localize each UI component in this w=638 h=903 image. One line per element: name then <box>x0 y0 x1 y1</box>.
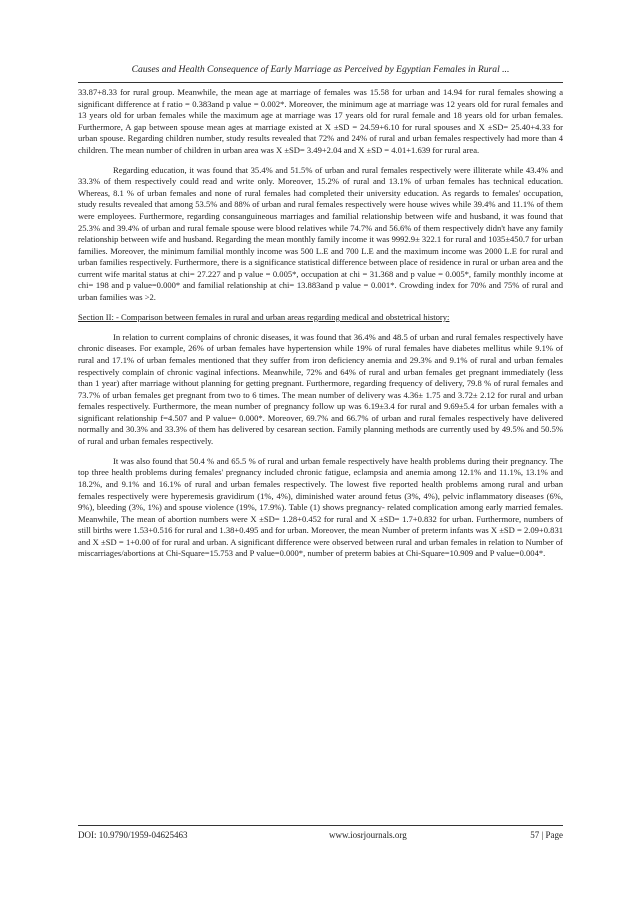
paragraph-pregnancy-problems: It was also found that 50.4 % and 65.5 % of rural and urban female respectively have health problems during their pregnancy. The top three health problems during females' pregnancy included chronic fatigue, eclampsia and anemia among 12.1% and 11.1%, 13.1% and 18.2%, and 9.1% and 16.1% of rural and urban females respectively. The lowest five reported health problems among rural and urban females respectively were hyperemesis gravidirum (1%, 4%), diminished water around fetus (3%, 4%), pelvic inflammatory diseases (6%, 9%), bleeding (3%, 1%) and spouse violence (19%, 17.9%). Table (1) shows pregnancy- related complication among early married females. Meanwhile, The mean of abortion numbers were X ±SD= 1.28+0.452 for rural and X ±SD= 1.7+0.832 for urban. Furthermore, numbers of still births were 1.53+0.516 for rural and 1.38+0.495 and for urban. Moreover, the mean Number of preterm infants was X ±SD = 2.09+0.831 and X ±SD = 1+0.00 of for rural and urban. A significant difference were observed between rural and urban females in relation to Number of miscarriages/abortions at Chi-Square=15.753 and P value=0.000*, number of preterm babies at Chi-Square=10.909 and P value=0.004*. <box>78 455 563 559</box>
section-heading: Section II: - Comparison between females in rural and urban areas regarding medical and obstetrical history: <box>78 311 450 322</box>
footer-page-number: 57 | Page <box>530 830 563 840</box>
running-header: Causes and Health Consequence of Early Marriage as Perceived by Egyptian Females in Rural ... <box>131 64 510 75</box>
article-body <box>78 87 563 568</box>
footer-website: www.iosrjournals.org <box>329 830 407 840</box>
paragraph-demographics: 33.87+8.33 for rural group. Meanwhile, the mean age at marriage of females was 15.58 for urban and 14.94 for rural females showing a significant difference at f ratio = 0.383and p value = 0.002*. Moreover, the minimum age at marriage was 12 years old for rural females and 13 years old for urban females while the maximum age at marriage was 17 years old for rural female and 18 years old for urban females. Furthermore, A gap between spouse mean ages at marriage existed at X ±SD = 24.59+6.10 for rural spouses and X ±SD= 25.40+4.33 for urban spouse. Regarding children number, study results revealed that 72% and 24% of rural and urban females respectively had more than 4 children. The mean number of children in urban area was X ±SD= 3.49+2.04 and X ±SD = 4.01+1.639 for rural area. <box>78 87 563 155</box>
paragraph-education: Regarding education, it was found that 35.4% and 51.5% of urban and rural females respectively were illiterate while 43.4% and 33.3% of them respectively could read and write only. Moreover, 15.2% of rural and 13.1% of urban females has technical education. Whereas, 8.1 % of urban females and none of rural females had completed their university education. As regards to females' occupation, study results revealed that among 53.5% and 88% of urban and rural females respectively were house wives while 39.4% and 11.1% of them were employees. Furthermore, regarding consanguineous marriages and familial relationship between wife and husband, it was found that 25.3% and 39.4% of urban and rural female spouse were blood relatives while 74.7% and 56.6% of them respectively didn't have any family relationship between wife and husband. Regarding the mean monthly family income it was 9992.9± 322.1 for rural and 1035±450.7 for urban families. Moreover, the minimum familial monthly income was 500 L.E and 700 L.E and the maximum income was 2000 L.E for rural and urban families respectively. Furthermore, there is a significance statistical difference between place of residence in rural or urban area and the current wife marital status at chi= 27.227 and p value = 0.005*, occupation at chi = 31.368 and p value = 0.005*, family monthly income at chi= 198 and p value=0.000* and familial relationship at chi= 13.883and p value = 0.001*. Crowding index for 70% and 75% of rural and urban families was >2. <box>78 164 563 302</box>
footer-doi: DOI: 10.9790/1959-04625463 <box>78 830 188 840</box>
header-divider <box>78 82 563 83</box>
paragraph-chronic-diseases: In relation to current complains of chronic diseases, it was found that 36.4% and 48.5 of urban and rural females respectively have chronic diseases. For example, 26% of urban females have hypertension while 19% of rural females have diabetes mellitus while 9.1% of rural and 17.1% of urban females mentioned that they suffer from iron deficiency anemia and 29.3% and 9.1% of rural and urban females respectively complain of chronic vaginal infections. Meanwhile, 72% and 64% of rural and urban females get pregnant immediately (less than 1 year) after marriage without planning for getting pregnant. Furthermore, regarding frequency of delivery, 79.8 % of rural females and 73.7% of urban females get pregnant from two to 6 times. The mean number of delivery was 4.36± 1.75 and 3.72± 2.12 for rural and urban females respectively. Furthermore, the mean number of pregnancy follow up was 6.19±3.4 for rural and 9.69±5.4 for urban females with a significant relationship f=4.507 and P value= 0.000*. Moreover, 69.7% and 66.7% of urban and rural females respectively have delivered normally and 30.3% and 33.3% of them has delivered by cesarean section. Family planning methods are currently used by 49.5% and 50.5% of rural and urban females respectively. <box>78 331 563 446</box>
footer-divider <box>78 825 563 826</box>
